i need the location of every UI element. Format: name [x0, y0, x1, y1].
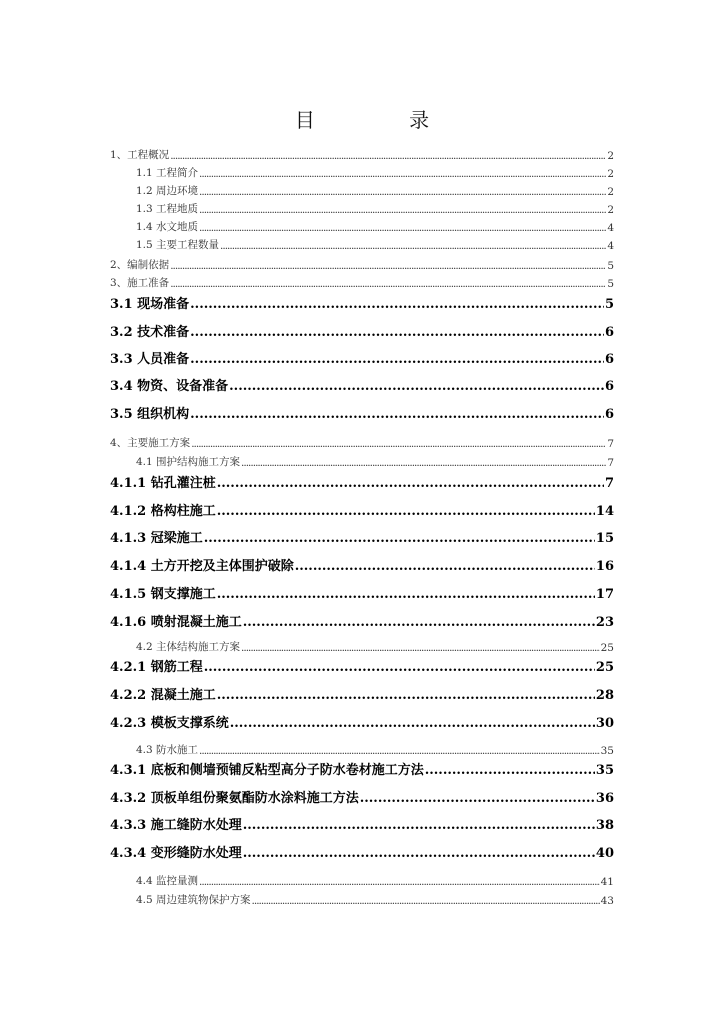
toc-leader-dots — [199, 222, 606, 234]
toc-leader-dots — [170, 260, 606, 272]
toc-entry-page-number: 6 — [604, 379, 614, 394]
toc-entry-page-number: 35 — [600, 745, 614, 757]
toc-entry[interactable] — [110, 259, 614, 272]
toc-entry-page-number: 15 — [595, 531, 614, 546]
toc-leader-dots — [204, 531, 595, 546]
toc-entry-label: 4.1.4 土方开挖及主体围护破除 — [110, 559, 294, 574]
toc-entry-label: 4.3.1 底板和侧墙预铺反粘型高分子防水卷材施工方法 — [110, 763, 424, 778]
toc-leader-dots — [217, 476, 604, 491]
toc-entry[interactable] — [110, 295, 614, 312]
toc-entry[interactable] — [110, 658, 614, 675]
toc-entry-page-number: 4 — [607, 222, 614, 234]
toc-entry[interactable] — [110, 149, 614, 162]
toc-entry-label: 4.2.2 混凝土施工 — [110, 688, 216, 703]
toc-entry-label: 4.3.2 顶板单组份聚氨酯防水涂料施工方法 — [110, 791, 359, 806]
toc-entry-label: 1.4 水文地质 — [136, 221, 199, 233]
toc-entry[interactable] — [110, 714, 614, 731]
toc-leader-dots — [360, 791, 595, 806]
toc-entry-label: 4.5 周边建筑物保护方案 — [136, 894, 251, 906]
toc-leader-dots — [190, 325, 604, 340]
toc-leader-dots — [243, 818, 595, 833]
toc-entry[interactable] — [136, 185, 614, 198]
toc-entry-label: 1、工程概况 — [110, 149, 170, 161]
toc-entry[interactable] — [110, 686, 614, 703]
toc-entry-label: 4.1.5 钢支撑施工 — [110, 587, 216, 602]
toc-leader-dots — [229, 379, 604, 394]
toc-entry[interactable] — [136, 167, 614, 180]
toc-entry-label: 4.1.1 钻孔灌注桩 — [110, 476, 216, 491]
toc-entry-page-number: 2 — [607, 150, 614, 162]
page-title: 目 录 — [294, 108, 474, 132]
toc-leader-dots — [170, 150, 606, 162]
toc-leader-dots — [230, 716, 595, 731]
toc-leader-dots — [199, 876, 600, 888]
toc-entry-label: 4.1 围护结构施工方案 — [136, 456, 241, 468]
toc-entry-page-number: 7 — [607, 457, 614, 469]
toc-entry[interactable] — [110, 474, 614, 491]
toc-leader-dots — [170, 278, 606, 290]
toc-entry-label: 4.1.6 喷射混凝土施工 — [110, 615, 242, 630]
toc-leader-dots — [199, 168, 606, 180]
toc-leader-dots — [243, 846, 595, 861]
toc-entry[interactable] — [136, 221, 614, 234]
toc-entry[interactable] — [136, 203, 614, 216]
toc-entry[interactable] — [110, 405, 614, 422]
toc-entry-page-number: 38 — [595, 818, 614, 833]
toc-entry-label: 4.2.3 模板支撑系统 — [110, 716, 229, 731]
toc-entry-label: 4.2 主体结构施工方案 — [136, 641, 241, 653]
toc-entry-label: 3.5 组织机构 — [110, 407, 190, 422]
toc-entry-page-number: 7 — [607, 438, 614, 450]
toc-entry-label: 4、主要施工方案 — [110, 437, 191, 449]
toc-entry-label: 3、施工准备 — [110, 277, 170, 289]
toc-leader-dots — [217, 688, 595, 703]
toc-entry-label: 2、编制依据 — [110, 259, 170, 271]
toc-entry-label: 3.4 物资、设备准备 — [110, 379, 229, 394]
toc-entry-page-number: 35 — [595, 763, 614, 778]
toc-entry-page-number: 16 — [595, 559, 614, 574]
toc-entry[interactable] — [110, 557, 614, 574]
toc-entry-page-number: 30 — [595, 716, 614, 731]
toc-entry[interactable] — [110, 437, 614, 450]
toc-entry[interactable] — [136, 641, 614, 654]
toc-entry[interactable] — [110, 277, 614, 290]
toc-entry[interactable] — [110, 529, 614, 546]
toc-entry-page-number: 6 — [604, 325, 614, 340]
toc-entry[interactable] — [110, 585, 614, 602]
toc-leader-dots — [190, 407, 604, 422]
toc-leader-dots — [199, 745, 600, 757]
toc-entry-page-number: 5 — [604, 297, 614, 312]
toc-leader-dots — [241, 642, 600, 654]
toc-entry-label: 4.4 监控量测 — [136, 875, 199, 887]
toc-entry[interactable] — [136, 875, 614, 888]
toc-entry-label: 4.2.1 钢筋工程 — [110, 660, 203, 675]
toc-leader-dots — [425, 763, 595, 778]
toc-leader-dots — [243, 615, 595, 630]
toc-entry-label: 1.5 主要工程数量 — [136, 239, 220, 251]
toc-leader-dots — [217, 504, 595, 519]
toc-leader-dots — [220, 240, 606, 252]
toc-entry-label: 3.2 技术准备 — [110, 325, 190, 340]
toc-entry[interactable] — [136, 239, 614, 252]
toc-entry-page-number: 7 — [604, 476, 614, 491]
toc-entry[interactable] — [110, 844, 614, 861]
toc-entry-page-number: 6 — [604, 352, 614, 367]
toc-entry[interactable] — [110, 816, 614, 833]
toc-entry-page-number: 23 — [595, 615, 614, 630]
toc-entry[interactable] — [136, 744, 614, 757]
toc-entry[interactable] — [110, 377, 614, 394]
toc-entry-label: 1.2 周边环境 — [136, 185, 199, 197]
toc-entry-page-number: 40 — [595, 846, 614, 861]
toc-entry-label: 4.3 防水施工 — [136, 744, 199, 756]
toc-entry-label: 1.1 工程简介 — [136, 167, 199, 179]
toc-entry-page-number: 6 — [604, 407, 614, 422]
toc-entry-label: 4.1.3 冠梁施工 — [110, 531, 203, 546]
toc-entry-page-number: 17 — [595, 587, 614, 602]
toc-entry-page-number: 2 — [607, 168, 614, 180]
toc-entry-page-number: 4 — [607, 240, 614, 252]
toc-entry-page-number: 43 — [600, 895, 614, 907]
toc-entry[interactable] — [110, 502, 614, 519]
toc-entry-label: 4.3.4 变形缝防水处理 — [110, 846, 242, 861]
toc-leader-dots — [241, 457, 606, 469]
toc-entry-page-number: 25 — [595, 660, 614, 675]
toc-entry-label: 4.3.3 施工缝防水处理 — [110, 818, 242, 833]
toc-entry[interactable] — [136, 456, 614, 469]
toc-leader-dots — [295, 559, 595, 574]
toc-leader-dots — [217, 587, 595, 602]
toc-entry-page-number: 41 — [600, 876, 614, 888]
toc-entry[interactable] — [136, 894, 614, 907]
toc-entry-page-number: 5 — [607, 260, 614, 272]
toc-entry-page-number: 25 — [600, 642, 614, 654]
toc-entry-label: 1.3 工程地质 — [136, 203, 199, 215]
toc-entry[interactable] — [110, 613, 614, 630]
toc-leader-dots — [252, 895, 600, 907]
toc-entry[interactable] — [110, 761, 614, 778]
toc-leader-dots — [190, 352, 604, 367]
toc-leader-dots — [190, 297, 604, 312]
toc-entry-label: 3.3 人员准备 — [110, 352, 190, 367]
toc-leader-dots — [204, 660, 595, 675]
toc-leader-dots — [199, 186, 606, 198]
toc-leader-dots — [191, 438, 606, 450]
toc-entry-label: 3.1 现场准备 — [110, 297, 190, 312]
toc-entry-label: 4.1.2 格构柱施工 — [110, 504, 216, 519]
toc-entry-page-number: 2 — [607, 204, 614, 216]
toc-entry[interactable] — [110, 350, 614, 367]
toc-entry[interactable] — [110, 789, 614, 806]
toc-entry[interactable] — [110, 323, 614, 340]
toc-entry-page-number: 2 — [607, 186, 614, 198]
toc-entry-page-number: 14 — [595, 504, 614, 519]
toc-leader-dots — [199, 204, 606, 216]
toc-entry-page-number: 5 — [607, 278, 614, 290]
toc-entry-page-number: 36 — [595, 791, 614, 806]
toc-entry-page-number: 28 — [595, 688, 614, 703]
